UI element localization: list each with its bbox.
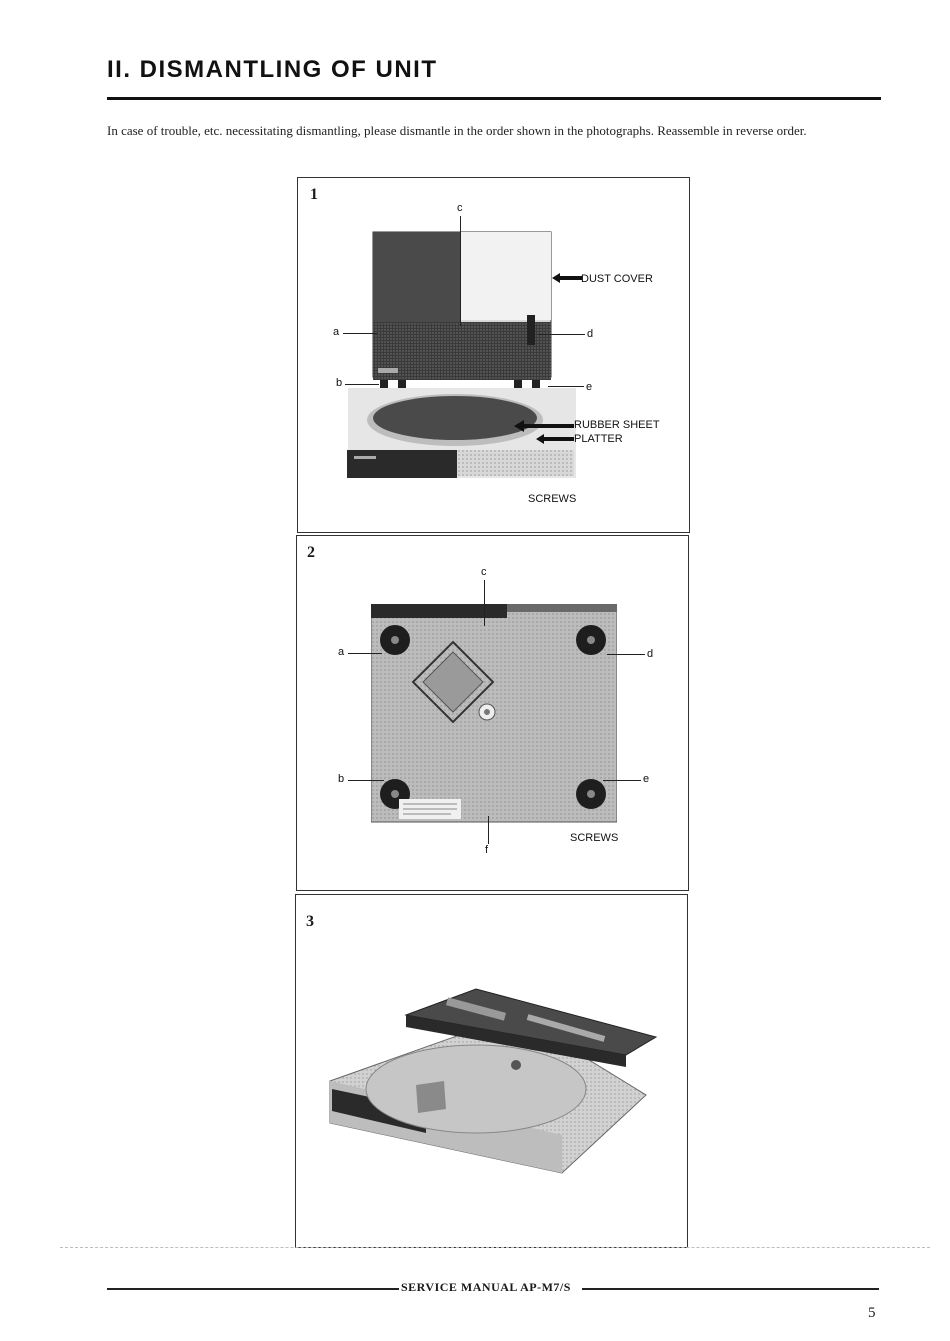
label-a: a	[338, 646, 345, 658]
leader-b	[345, 384, 379, 385]
page-number: 5	[868, 1305, 876, 1321]
panel-number: 2	[307, 544, 315, 561]
intro-paragraph: In case of trouble, etc. necessitating dismantling, please dismantle in the order shown in the photographs. Reassemble in reverse order.	[107, 123, 807, 138]
label-e: e	[586, 381, 593, 393]
footer-rule-right	[582, 1288, 879, 1290]
leader-d	[607, 654, 645, 655]
scan-divider	[60, 1247, 930, 1248]
callout-dust-cover: DUST COVER	[581, 273, 653, 285]
label-b: b	[336, 377, 343, 389]
leader-c	[460, 216, 461, 326]
label-f: f	[485, 844, 489, 856]
leader-b	[348, 780, 384, 781]
leader-c	[484, 580, 485, 626]
panel-3	[295, 894, 688, 1248]
panel-1	[297, 177, 690, 533]
underside-photo	[371, 604, 617, 824]
footer-rule-left	[107, 1288, 399, 1290]
leader-a	[348, 653, 382, 654]
callout-platter: PLATTER	[574, 433, 623, 445]
label-b: b	[338, 773, 345, 785]
callout-screws: SCREWS	[528, 493, 577, 505]
callout-screws: SCREWS	[570, 832, 619, 844]
opened-unit-photo	[326, 985, 666, 1175]
label-d: d	[587, 328, 594, 340]
leader-a	[343, 333, 377, 334]
leader-e	[548, 386, 584, 387]
label-c: c	[457, 202, 463, 214]
arrow-platter-icon	[536, 434, 574, 444]
label-d: d	[647, 648, 654, 660]
footer-manual-title: SERVICE MANUAL AP-M7/S	[401, 1280, 571, 1294]
label-e: e	[643, 773, 650, 785]
callout-rubber-sheet: RUBBER SHEET	[574, 419, 660, 431]
panel-number: 1	[310, 186, 318, 203]
label-c: c	[481, 566, 487, 578]
leader-e	[603, 780, 641, 781]
title-rule	[107, 97, 881, 100]
arrow-dust-cover-icon	[552, 273, 582, 283]
panel-2	[296, 535, 689, 891]
label-a: a	[333, 326, 340, 338]
leader-f	[488, 816, 489, 844]
section-title: II. DISMANTLING OF UNIT	[107, 56, 438, 83]
arrow-rubber-sheet-icon	[514, 420, 574, 432]
leader-d	[538, 334, 585, 335]
panel-number: 3	[306, 913, 314, 930]
